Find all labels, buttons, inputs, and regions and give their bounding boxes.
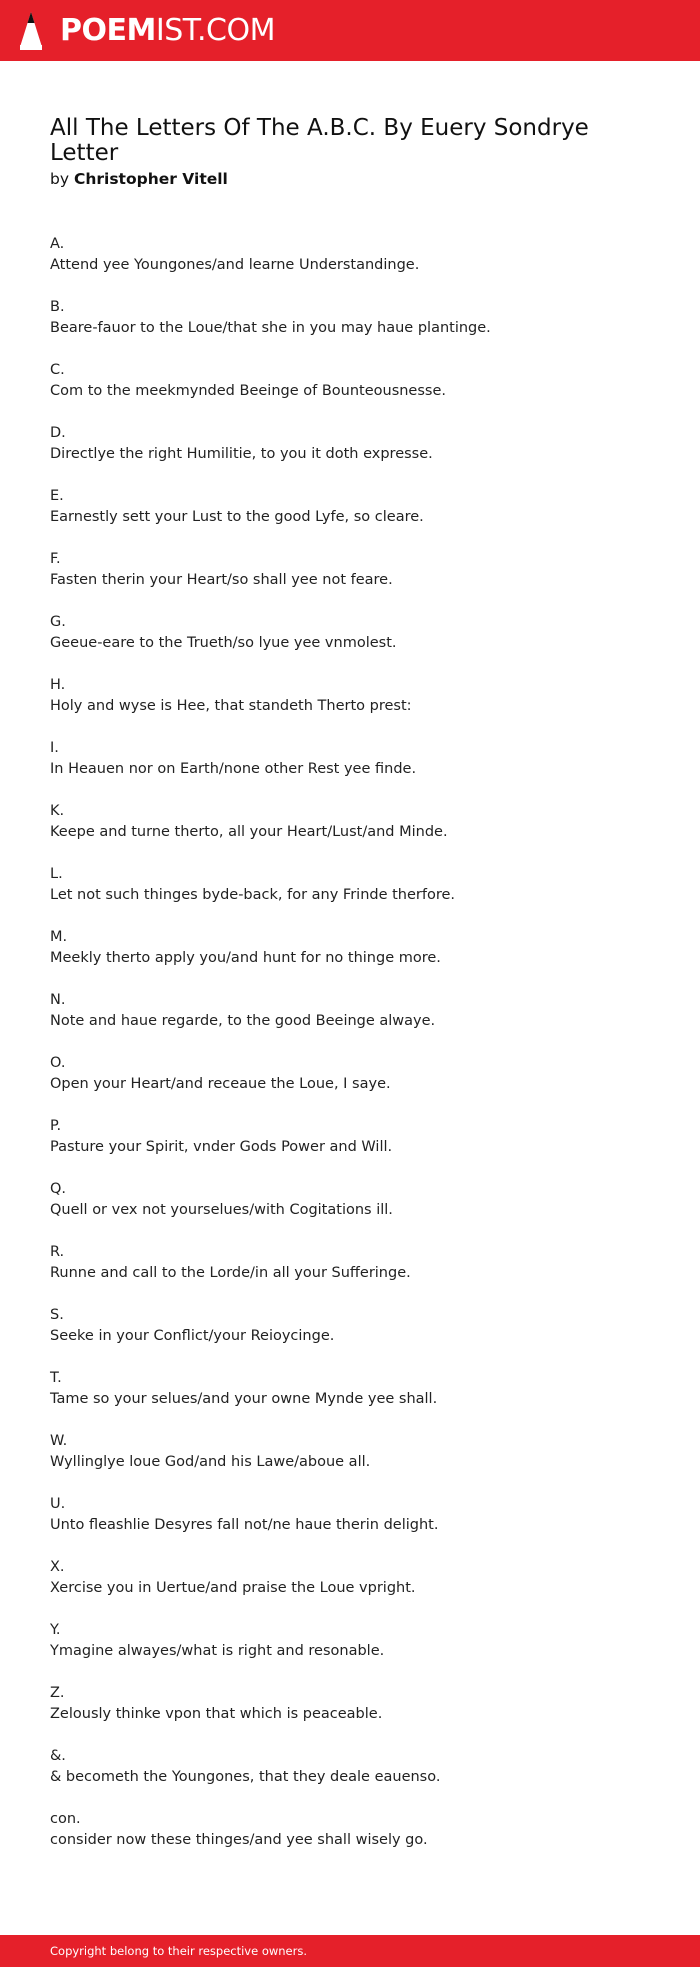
brand-name-light: IST.COM xyxy=(155,13,275,48)
stanza-letter: N. xyxy=(50,992,66,1008)
stanza xyxy=(50,423,610,465)
site-footer xyxy=(0,1935,700,1967)
site-logo[interactable] xyxy=(18,12,275,50)
stanza-line: Ymagine alwayes/what is right and resonable. xyxy=(50,1643,385,1659)
stanza-line: Unto fleashlie Desyres fall not/ne haue therin delight. xyxy=(50,1517,439,1533)
stanza-letter: K. xyxy=(50,803,65,819)
stanza-letter: D. xyxy=(50,425,66,441)
stanza-line: Tame so your selues/and your owne Mynde yee shall. xyxy=(50,1391,438,1407)
stanza-letter: P. xyxy=(50,1118,62,1134)
stanza-letter: Y. xyxy=(50,1622,61,1638)
stanza-letter: E. xyxy=(50,488,64,504)
stanza xyxy=(50,486,610,528)
stanza xyxy=(50,801,610,843)
stanza-letter: &. xyxy=(50,1748,66,1764)
stanza-letter: M. xyxy=(50,929,68,945)
byline-label: by xyxy=(50,170,70,188)
stanza xyxy=(50,927,610,969)
stanza xyxy=(50,360,610,402)
stanza-line: Keepe and turne therto, all your Heart/Lust/and Minde. xyxy=(50,824,448,840)
stanza-line: Seeke in your Conflict/your Reioycinge. xyxy=(50,1328,335,1344)
stanza xyxy=(50,1494,610,1536)
stanza xyxy=(50,990,610,1032)
copyright-notice: Copyright belong to their respective owners. xyxy=(50,1944,308,1958)
stanza-letter: G. xyxy=(50,614,66,630)
stanza-line: Beare-fauor to the Loue/that she in you may haue plantinge. xyxy=(50,320,491,336)
stanza xyxy=(50,612,610,654)
stanza-letter: X. xyxy=(50,1559,65,1575)
stanza-line: Zelously thinke vpon that which is peaceable. xyxy=(50,1706,383,1722)
stanza-line: Runne and call to the Lorde/in all your Sufferinge. xyxy=(50,1265,411,1281)
stanza-line: Com to the meekmynded Beeinge of Bounteousnesse. xyxy=(50,383,446,399)
author-name[interactable]: Christopher Vitell xyxy=(73,170,228,188)
brand-name xyxy=(60,12,275,50)
byline xyxy=(50,168,610,190)
poem-content xyxy=(50,116,610,1872)
stanza-letter: C. xyxy=(50,362,65,378)
stanza xyxy=(50,1809,610,1851)
stanza-letter: con. xyxy=(50,1811,81,1827)
stanza xyxy=(50,549,610,591)
stanza-letter: O. xyxy=(50,1055,66,1071)
stanza-line: consider now these thinges/and yee shall wisely go. xyxy=(50,1832,428,1848)
stanza-letter: I. xyxy=(50,740,59,756)
stanza-letter: Z. xyxy=(50,1685,65,1701)
stanza-letter: B. xyxy=(50,299,65,315)
stanza-letter: F. xyxy=(50,551,61,567)
stanza-line: Quell or vex not yourselues/with Cogitations ill. xyxy=(50,1202,393,1218)
stanza-letter: A. xyxy=(50,236,65,252)
stanza xyxy=(50,1305,610,1347)
stanza-line: Fasten therin your Heart/so shall yee not feare. xyxy=(50,572,393,588)
stanza-letter: T. xyxy=(50,1370,62,1386)
stanza xyxy=(50,1557,610,1599)
stanza-line: Geeue-eare to the Trueth/so lyue yee vnmolest. xyxy=(50,635,397,651)
stanza xyxy=(50,1746,610,1788)
stanza-line: Earnestly sett your Lust to the good Lyfe, so cleare. xyxy=(50,509,424,525)
stanza xyxy=(50,234,610,276)
stanza-letter: U. xyxy=(50,1496,66,1512)
stanza xyxy=(50,1620,610,1662)
stanza xyxy=(50,675,610,717)
stanza-letter: H. xyxy=(50,677,66,693)
stanza-letter: L. xyxy=(50,866,63,882)
stanza-letter: R. xyxy=(50,1244,65,1260)
stanza xyxy=(50,1431,610,1473)
stanza-line: Pasture your Spirit, vnder Gods Power and Will. xyxy=(50,1139,393,1155)
stanza-letter: W. xyxy=(50,1433,68,1449)
pencil-logo-icon xyxy=(18,11,44,51)
stanza-line: Note and haue regarde, to the good Beeinge alwaye. xyxy=(50,1013,436,1029)
stanza xyxy=(50,297,610,339)
brand-name-bold: POEM xyxy=(60,13,156,48)
stanza xyxy=(50,1053,610,1095)
stanza xyxy=(50,1368,610,1410)
stanza-line: Meekly therto apply you/and hunt for no thinge more. xyxy=(50,950,441,966)
stanza-line: Directlye the right Humilitie, to you it doth expresse. xyxy=(50,446,433,462)
stanza xyxy=(50,1116,610,1158)
poem-body xyxy=(50,234,610,1851)
stanza-line: Open your Heart/and receaue the Loue, I saye. xyxy=(50,1076,391,1092)
stanza-line: Attend yee Youngones/and learne Understandinge. xyxy=(50,257,420,273)
stanza xyxy=(50,1683,610,1725)
stanza-letter: Q. xyxy=(50,1181,67,1197)
stanza-line: Wyllinglye loue God/and his Lawe/aboue all. xyxy=(50,1454,371,1470)
stanza-line: Xercise you in Uertue/and praise the Loue vpright. xyxy=(50,1580,416,1596)
stanza-line: & becometh the Youngones, that they deale eauenso. xyxy=(50,1769,441,1785)
stanza xyxy=(50,738,610,780)
stanza-line: In Heauen nor on Earth/none other Rest yee finde. xyxy=(50,761,417,777)
stanza xyxy=(50,1179,610,1221)
stanza-line: Let not such thinges byde-back, for any Frinde therfore. xyxy=(50,887,456,903)
stanza xyxy=(50,864,610,906)
stanza xyxy=(50,1242,610,1284)
poem-title: All The Letters Of The A.B.C. By Euery Sondrye Letter xyxy=(50,115,589,166)
site-header xyxy=(0,0,700,61)
stanza-line: Holy and wyse is Hee, that standeth Therto prest: xyxy=(50,698,412,714)
stanza-letter: S. xyxy=(50,1307,64,1323)
